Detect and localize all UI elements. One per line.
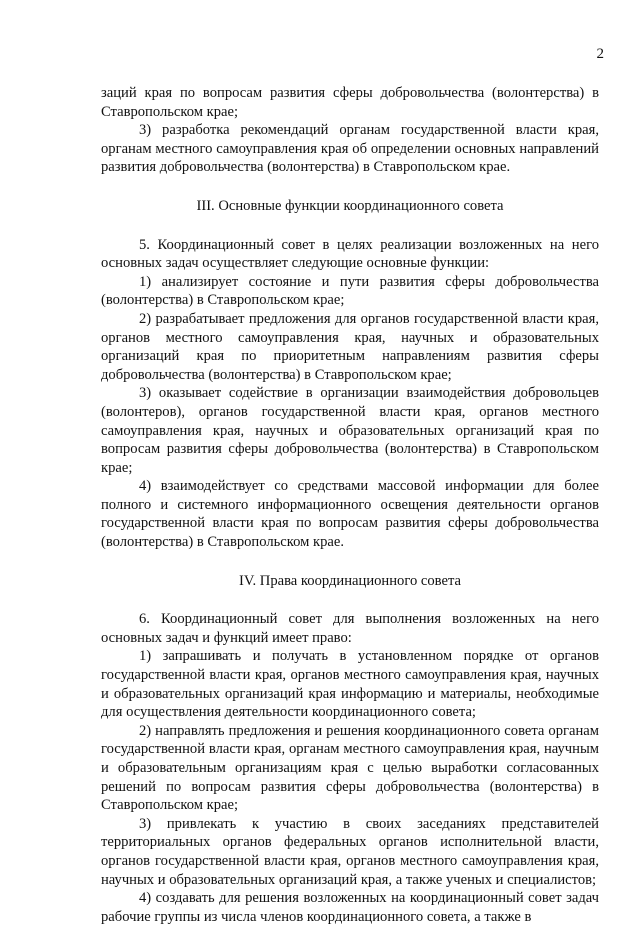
paragraph-function-3: 3) оказывает содействие в организации взаимодействия добровольцев (волонтеров), органов государственной власти края, органов местного самоуправления края, научных и образовательных организаций края по вопросам развития сферы добровольчества (волонтерства) в Ставропольском крае; (101, 385, 599, 476)
section-spacer (101, 216, 599, 236)
section-spacer (101, 177, 599, 197)
paragraph-right-2: 2) направлять предложения и решения координационного совета органам государственной власти края, органам местного самоуправления края, научным и образовательным организациям края с целью выработки согласованных решений по вопросам развития сферы добровольчества (волонтерства) в Ставропольском крае; (101, 722, 599, 814)
document-body (101, 84, 599, 926)
paragraph-right-1: 1) запрашивать и получать в установленном порядке от органов государственной власти края, органов местного самоуправления края, научных и образовательных организаций края информацию и материалы, необходимые для осуществления деятельности координационного совета; (101, 648, 599, 721)
paragraph-continuation: заций края по вопросам развития сферы добровольчества (волонтерства) в Ставропольском крае; (101, 85, 599, 120)
paragraph-function-2: 2) разрабатывает предложения для органов государственной власти края, органов местного самоуправления края, научных и образовательных организаций края по приоритетным направлениям развития сферы добровольчества (волонтерства) в Ставропольском крае; (101, 310, 599, 383)
section-spacer (101, 552, 599, 572)
paragraph-right-4: 4) создавать для решения возложенных на координационный совет задач рабочие группы из числа членов координационного совета, а также в (101, 890, 599, 925)
paragraph-function-1: 1) анализирует состояние и пути развития сферы добровольчества (волонтерства) в Ставропольском крае; (101, 273, 599, 309)
paragraph-function-4: 4) взаимодействует со средствами массовой информации для более полного и системного информационного освещения деятельности органов государственной власти края по вопросам развития сферы добровольчества (волонтерства) в Ставропольском крае. (101, 478, 599, 551)
section-heading-functions: III. Основные функции координационного совета (196, 197, 504, 214)
paragraph-clause-5: 5. Координационный совет в целях реализации возложенных на него основных задач осуществляет следующие основные функции: (101, 236, 599, 272)
section-spacer (101, 590, 599, 610)
paragraph-item-3-recommendations: 3) разработка рекомендаций органам государственной власти края, органам местного самоуправления края об определении основных направлений развития добровольчества (волонтерства) в Ставропольском крае. (101, 122, 599, 176)
section-heading-rights: IV. Права координационного совета (238, 572, 461, 589)
paragraph-right-3: 3) привлекать к участию в своих заседаниях представителей территориальных органов федеральных органов исполнительной власти, органов государственной власти края, органов местного самоуправления края, научных и образовательных организаций края, а также ученых и специалистов; (101, 815, 599, 888)
page-number: 2 (596, 46, 604, 62)
paragraph-clause-6: 6. Координационный совет для выполнения возложенных на него основных задач и функций имеет право: (101, 611, 599, 646)
